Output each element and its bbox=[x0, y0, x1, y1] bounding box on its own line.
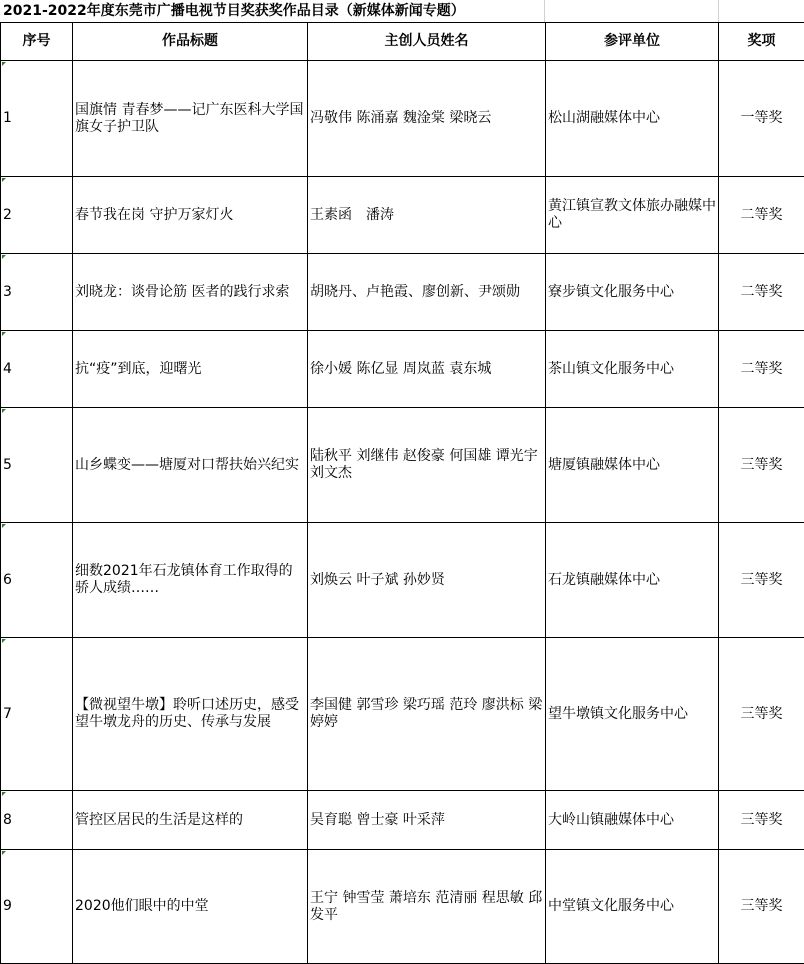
table-row bbox=[1, 791, 804, 850]
table-row bbox=[1, 850, 804, 964]
cell-creators: 吴育聪 曾士豪 叶采萍 bbox=[308, 791, 546, 850]
cell-work-title: 【微视望牛墩】聆听口述历史，感受望牛墩龙舟的历史、传承与发展 bbox=[73, 638, 308, 791]
cell-unit: 塘厦镇融媒体中心 bbox=[546, 408, 719, 523]
table-row bbox=[1, 523, 804, 638]
cell-unit: 松山湖融媒体中心 bbox=[546, 61, 719, 177]
cell-creators: 李国健 郭雪珍 梁巧瑶 范玲 廖洪标 梁婷婷 bbox=[308, 638, 546, 791]
cell-work-title: 刘晓龙：谈骨论筋 医者的践行求索 bbox=[73, 254, 308, 331]
cell-award: 二等奖 bbox=[719, 177, 804, 254]
title-cell-divider bbox=[718, 0, 719, 22]
header-work-title: 作品标题 bbox=[73, 23, 308, 61]
cell-award: 三等奖 bbox=[719, 408, 804, 523]
cell-award: 一等奖 bbox=[719, 61, 804, 177]
table-row bbox=[1, 408, 804, 523]
cell-seq: 8 bbox=[1, 791, 73, 850]
cell-seq: 2 bbox=[1, 177, 73, 254]
cell-unit: 寮步镇文化服务中心 bbox=[546, 254, 719, 331]
cell-seq: 7 bbox=[1, 638, 73, 791]
sheet-title: 2021-2022年度东莞市广播电视节目奖获奖作品目录（新媒体新闻专题） bbox=[3, 3, 465, 19]
cell-work-title: 2020他们眼中的中堂 bbox=[73, 850, 308, 964]
table-row bbox=[1, 638, 804, 791]
cell-work-title: 管控区居民的生活是这样的 bbox=[73, 791, 308, 850]
cell-award: 二等奖 bbox=[719, 254, 804, 331]
cell-seq: 4 bbox=[1, 331, 73, 408]
header-unit: 参评单位 bbox=[546, 23, 719, 61]
cell-award: 三等奖 bbox=[719, 638, 804, 791]
cell-work-title: 春节我在岗 守护万家灯火 bbox=[73, 177, 308, 254]
cell-award: 三等奖 bbox=[719, 791, 804, 850]
cell-unit: 黄江镇宣教文体旅办融媒中心 bbox=[546, 177, 719, 254]
cell-work-title: 山乡蝶变——塘厦对口帮扶始兴纪实 bbox=[73, 408, 308, 523]
cell-creators: 胡晓丹、卢艳霞、廖创新、尹颂勋 bbox=[308, 254, 546, 331]
cell-creators: 徐小媛 陈亿显 周岚蓝 袁东城 bbox=[308, 331, 546, 408]
cell-creators: 王素函 潘涛 bbox=[308, 177, 546, 254]
table-row bbox=[1, 331, 804, 408]
header-award: 奖项 bbox=[719, 23, 804, 61]
cell-award: 三等奖 bbox=[719, 850, 804, 964]
cell-unit: 茶山镇文化服务中心 bbox=[546, 331, 719, 408]
awards-table bbox=[0, 22, 804, 964]
title-cell-divider bbox=[544, 0, 545, 22]
table-row bbox=[1, 61, 804, 177]
table-row bbox=[1, 254, 804, 331]
cell-unit: 望牛墩镇文化服务中心 bbox=[546, 638, 719, 791]
cell-seq: 1 bbox=[1, 61, 73, 177]
cell-creators: 冯敬伟 陈涌嘉 魏淦棠 梁晓云 bbox=[308, 61, 546, 177]
cell-work-title: 国旗情 青春梦——记广东医科大学国旗女子护卫队 bbox=[73, 61, 308, 177]
cell-award: 三等奖 bbox=[719, 523, 804, 638]
cell-creators: 陆秋平 刘继伟 赵俊豪 何国雄 谭光宇 刘文杰 bbox=[308, 408, 546, 523]
cell-seq: 5 bbox=[1, 408, 73, 523]
cell-work-title: 细数2021年石龙镇体育工作取得的骄人成绩…… bbox=[73, 523, 308, 638]
header-seq: 序号 bbox=[1, 23, 73, 61]
header-row bbox=[1, 23, 804, 61]
cell-unit: 石龙镇融媒体中心 bbox=[546, 523, 719, 638]
cell-unit: 中堂镇文化服务中心 bbox=[546, 850, 719, 964]
table-row bbox=[1, 177, 804, 254]
cell-creators: 刘焕云 叶子斌 孙妙贤 bbox=[308, 523, 546, 638]
cell-award: 二等奖 bbox=[719, 331, 804, 408]
cell-unit: 大岭山镇融媒体中心 bbox=[546, 791, 719, 850]
cell-seq: 9 bbox=[1, 850, 73, 964]
cell-creators: 王宁 钟雪莹 萧培东 范清丽 程思敏 邱发平 bbox=[308, 850, 546, 964]
header-creators: 主创人员姓名 bbox=[308, 23, 546, 61]
cell-seq: 6 bbox=[1, 523, 73, 638]
cell-seq: 3 bbox=[1, 254, 73, 331]
cell-work-title: 抗“疫”到底，迎曙光 bbox=[73, 331, 308, 408]
